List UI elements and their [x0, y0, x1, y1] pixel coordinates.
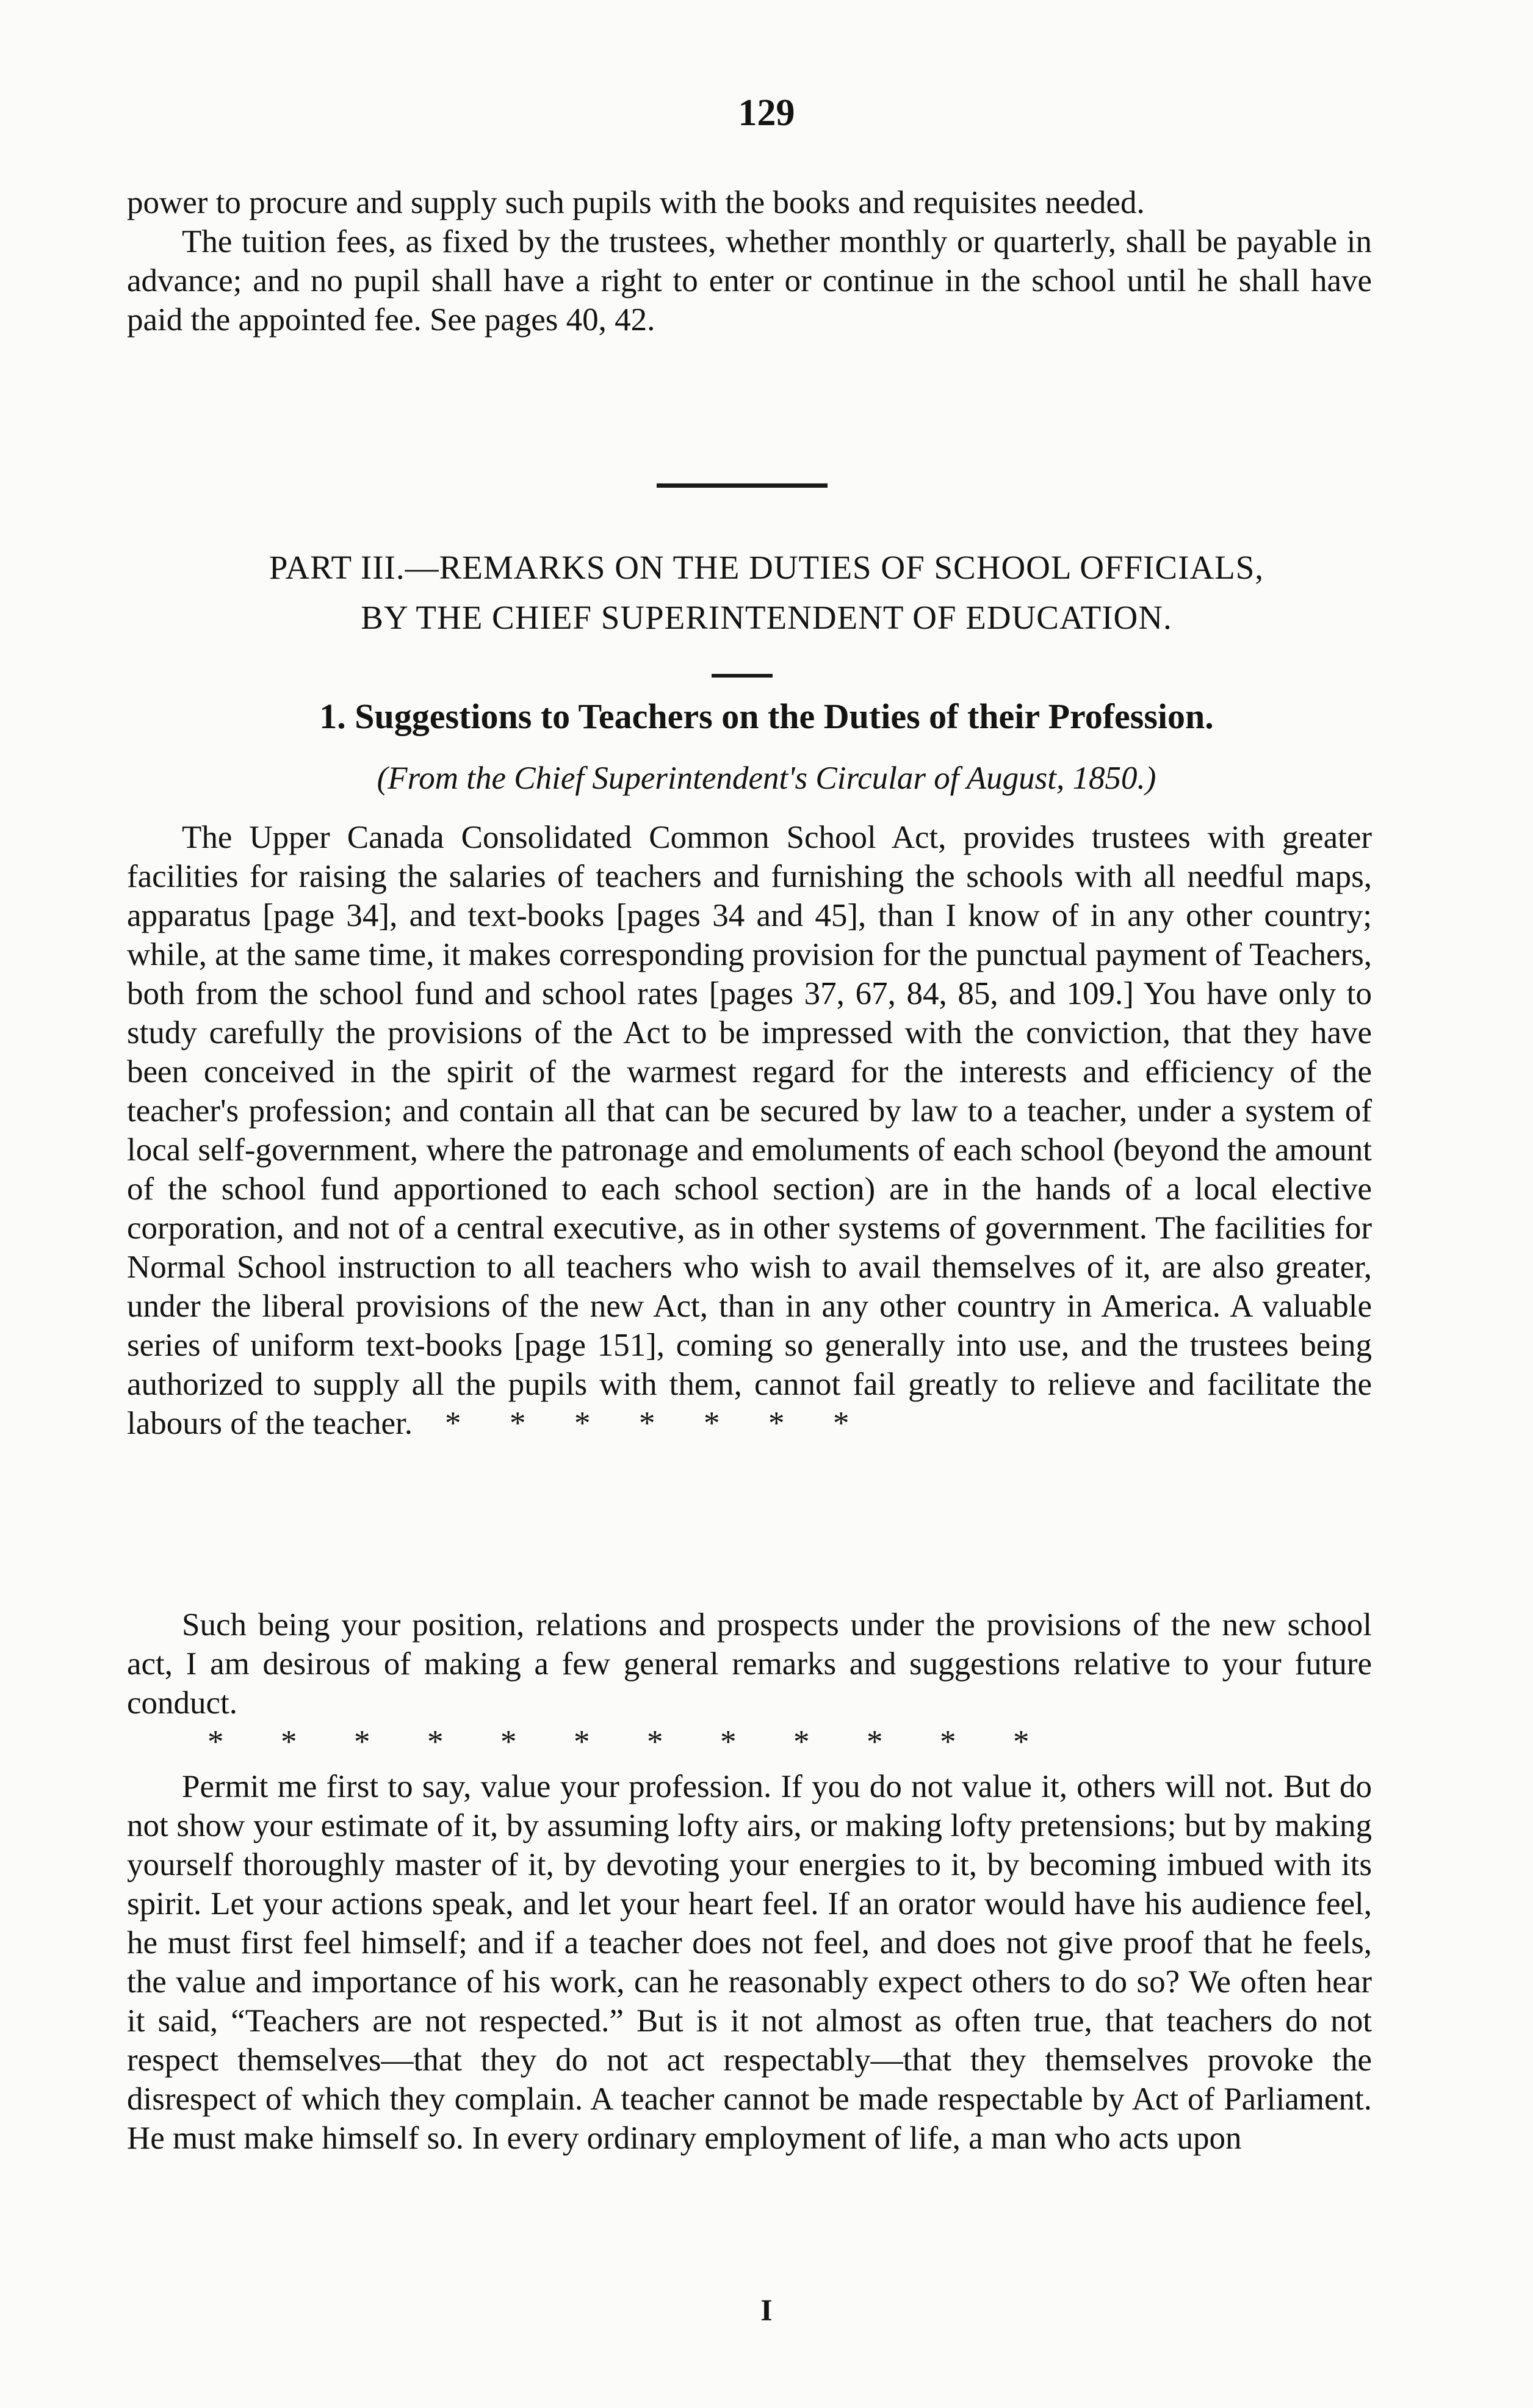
part-heading-line-1: PART III.—REMARKS ON THE DUTIES OF SCHOOL OFFICIALS,: [269, 549, 1264, 586]
body-paragraph-1: [127, 818, 1372, 1443]
intro-paragraph-1: power to procure and supply such pupils with the books and requisites needed.: [127, 185, 1145, 220]
section-divider-long: [657, 483, 828, 488]
body-section-1: [127, 818, 1372, 1443]
intro-paragraph-2: The tuition fees, as fixed by the trustees, whether monthly or quarterly, shall be payable in advance; and no pupil shall have a right to enter or continue in the school until he shall have paid the appointed fee. See pages 40, 42.: [127, 224, 1372, 338]
body-section-2: [127, 1605, 1372, 1723]
page-number: 129: [738, 92, 795, 134]
asterisk-separator: * * * * * * * * * * * *: [207, 1724, 1031, 1760]
body-section-3: [127, 1767, 1372, 2158]
body-paragraph-1-text: The Upper Canada Consolidated Common School Act, provides trustees with greater facilities for raising the salaries of teachers and furnishing the schools with all needful maps, apparatus [page 34], and text-books [pages 34 and 45], than I know of in any other country; while, at the same time, it makes corresponding provision for the punctual payment of Teachers, both from the school fund and school rates [pages 37, 67, 84, 85, and 109.] You have only to study carefully the provisions of the Act to be impressed with the conviction, that they have been conceived in the spirit of the warmest regard for the interests and efficiency of the teacher's profession; and contain all that can be secured by law to a teacher, under a system of local self-government, where the patronage and emoluments of each school (beyond the amount of the school fund apportioned to each school section) are in the hands of a local elective corporation, and not of a central executive, as in other systems of government. The facilities for Normal School instruction to all teachers who wish to avail themselves of it, are also greater, under the liberal provisions of the new Act, than in any other country in America. A valuable series of uniform text-books [page 151], coming so generally into use, and the trustees being authorized to supply all the pupils with them, cannot fail greatly to relieve and facilitate the labours of the teacher.: [127, 820, 1372, 1441]
part-heading-line-2: BY THE CHIEF SUPERINTENDENT OF EDUCATION.: [361, 599, 1172, 636]
intro-continuation: [127, 183, 1372, 339]
section-source: (From the Chief Superintendent's Circular of August, 1850.): [377, 761, 1156, 796]
body-paragraph-2: Such being your position, relations and prospects under the provisions of the new school act, I am desirous of making a few general remarks and suggestions relative to your future conduct.: [127, 1607, 1372, 1721]
body-paragraph-3: Permit me first to say, value your profession. If you do not value it, others will not. But do not show your estimate of it, by assuming lofty airs, or making lofty pretensions; but by making yourself thoroughly master of it, by devoting your energies to it, by becoming imbued with its spirit. Let your actions speak, and let your heart feel. If an orator would have his audience feel, he must first feel himself; and if a teacher does not feel, and does not give proof that he feels, the value and importance of his work, can he reasonably expect others to do so? We often hear it said, “Teachers are not respected.” But is it not almost as often true, that teachers do not respect themselves—that they do not act respectably—that they themselves provoke the disrespect of which they complain. A teacher cannot be made respectable by Act of Parliament. He must make himself so. In every ordinary employment of life, a man who acts upon: [127, 1769, 1372, 2156]
section-title: 1. Suggestions to Teachers on the Duties of their Profession.: [319, 696, 1214, 736]
section-divider-short: [712, 674, 773, 678]
signature-mark: I: [760, 2293, 773, 2327]
paragraph-1-asterisks: * * * * * * *: [412, 1406, 849, 1441]
